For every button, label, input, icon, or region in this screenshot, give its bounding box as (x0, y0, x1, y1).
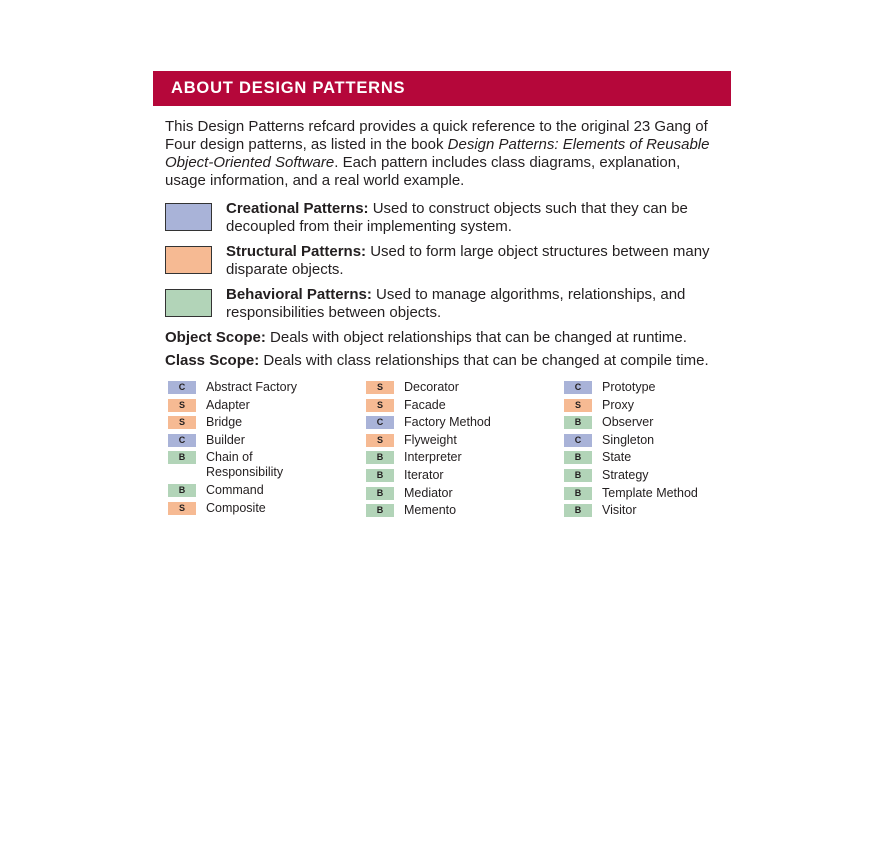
pattern-type-badge: B (564, 487, 592, 500)
pattern-type-badge: S (168, 399, 196, 412)
structural-text: Used to form large object structures between many disparate objects. (226, 243, 710, 278)
pattern-item (366, 398, 541, 416)
pattern-item (564, 450, 739, 468)
pattern-name: Template Method (602, 485, 698, 500)
structural-description (226, 243, 723, 279)
behavioral-title: Behavioral Patterns: (226, 286, 372, 303)
pattern-item (168, 380, 343, 398)
pattern-name: Prototype (602, 380, 656, 394)
pattern-item (366, 468, 541, 486)
pattern-item (168, 433, 343, 451)
pattern-item (564, 468, 739, 486)
pattern-item (366, 380, 541, 398)
pattern-name: Singleton (602, 432, 655, 447)
structural-swatch (165, 246, 212, 274)
object-scope (165, 329, 723, 347)
creational-text: Used to construct objects such that they can be decoupled from their implementing system. (226, 200, 688, 235)
behavioral-text: Used to manage algorithms, relationships, and responsibilities between objects. (226, 286, 686, 321)
class-scope-text: Deals with class relationships that can be changed at compile time. (259, 352, 709, 369)
legend-structural (165, 243, 723, 279)
pattern-item (366, 415, 541, 433)
pattern-name: Command (206, 482, 264, 497)
pattern-name: State (602, 450, 632, 465)
legend (165, 200, 723, 322)
creational-description (226, 200, 723, 236)
pattern-type-badge: S (366, 434, 394, 447)
pattern-column-3 (564, 380, 739, 521)
pattern-name: Observer (602, 415, 654, 430)
pattern-item (168, 415, 343, 433)
pattern-type-badge: B (366, 451, 394, 464)
pattern-item (564, 398, 739, 416)
section-title: ABOUT DESIGN PATTERNS (171, 79, 406, 97)
pattern-name: Interpreter (404, 450, 462, 465)
pattern-type-badge: B (564, 469, 592, 482)
pattern-type-badge: S (366, 381, 394, 394)
pattern-type-badge: B (366, 504, 394, 517)
pattern-item (564, 380, 739, 398)
pattern-item (366, 503, 541, 521)
intro-paragraph (165, 118, 723, 190)
intro-text-1: This Design Patterns refcard provides a quick reference to the original 23 Gang of Four design patterns, as listed in the book (165, 118, 708, 153)
pattern-name: Bridge (206, 415, 243, 430)
pattern-type-badge: C (564, 434, 592, 447)
pattern-item (564, 486, 739, 504)
pattern-name: Proxy (602, 397, 634, 412)
pattern-column-1 (168, 380, 343, 518)
pattern-item (366, 433, 541, 451)
object-scope-title: Object Scope: (165, 329, 266, 346)
pattern-name: Facade (404, 397, 446, 412)
pattern-item (168, 450, 343, 483)
creational-title: Creational Patterns: (226, 200, 369, 217)
pattern-type-badge: C (168, 434, 196, 447)
pattern-type-badge: B (366, 487, 394, 500)
pattern-item (366, 486, 541, 504)
pattern-type-badge: B (168, 484, 196, 497)
pattern-item (168, 398, 343, 416)
design-patterns-card (153, 71, 731, 520)
pattern-name: Adapter (206, 397, 250, 412)
legend-creational (165, 200, 723, 236)
pattern-type-badge: C (366, 416, 394, 429)
pattern-item (168, 501, 343, 519)
pattern-type-badge: S (564, 399, 592, 412)
pattern-item (564, 433, 739, 451)
pattern-item (564, 415, 739, 433)
pattern-type-badge: C (168, 381, 196, 394)
pattern-name: Abstract Factory (206, 380, 297, 394)
pattern-name: Iterator (404, 467, 444, 482)
pattern-item (366, 450, 541, 468)
pattern-item (168, 483, 343, 501)
pattern-name: Decorator (404, 380, 459, 394)
pattern-item (564, 503, 739, 521)
pattern-type-badge: B (366, 469, 394, 482)
pattern-column-2 (366, 380, 541, 521)
pattern-name: Factory Method (404, 415, 491, 430)
legend-behavioral (165, 286, 723, 322)
pattern-type-badge: B (168, 451, 196, 464)
behavioral-swatch (165, 289, 212, 317)
pattern-type-badge: C (564, 381, 592, 394)
pattern-type-badge: S (168, 416, 196, 429)
pattern-name: Composite (206, 500, 266, 515)
pattern-type-badge: S (168, 502, 196, 515)
class-scope (165, 352, 723, 370)
pattern-type-badge: B (564, 451, 592, 464)
book-title: Design Patterns: Elements of Reusable Object-Oriented Software (165, 136, 710, 171)
object-scope-text: Deals with object relationships that can be changed at runtime. (265, 329, 687, 346)
class-scope-title: Class Scope: (165, 352, 260, 369)
pattern-index (165, 380, 723, 520)
intro-text-2: . Each pattern includes class diagrams, explanation, usage information, and a real world example. (165, 154, 681, 189)
pattern-name: Mediator (404, 485, 453, 500)
pattern-name: Chain of Responsibility (206, 450, 284, 480)
section-header (153, 71, 731, 106)
pattern-type-badge: B (564, 504, 592, 517)
behavioral-description (226, 286, 723, 322)
pattern-name: Memento (404, 503, 457, 518)
pattern-name: Strategy (602, 467, 649, 482)
pattern-name: Flyweight (404, 432, 457, 447)
creational-swatch (165, 203, 212, 231)
pattern-name: Visitor (602, 503, 637, 518)
card-body (153, 118, 731, 520)
pattern-type-badge: S (366, 399, 394, 412)
structural-title: Structural Patterns: (226, 243, 367, 260)
pattern-name: Builder (206, 432, 245, 447)
pattern-type-badge: B (564, 416, 592, 429)
